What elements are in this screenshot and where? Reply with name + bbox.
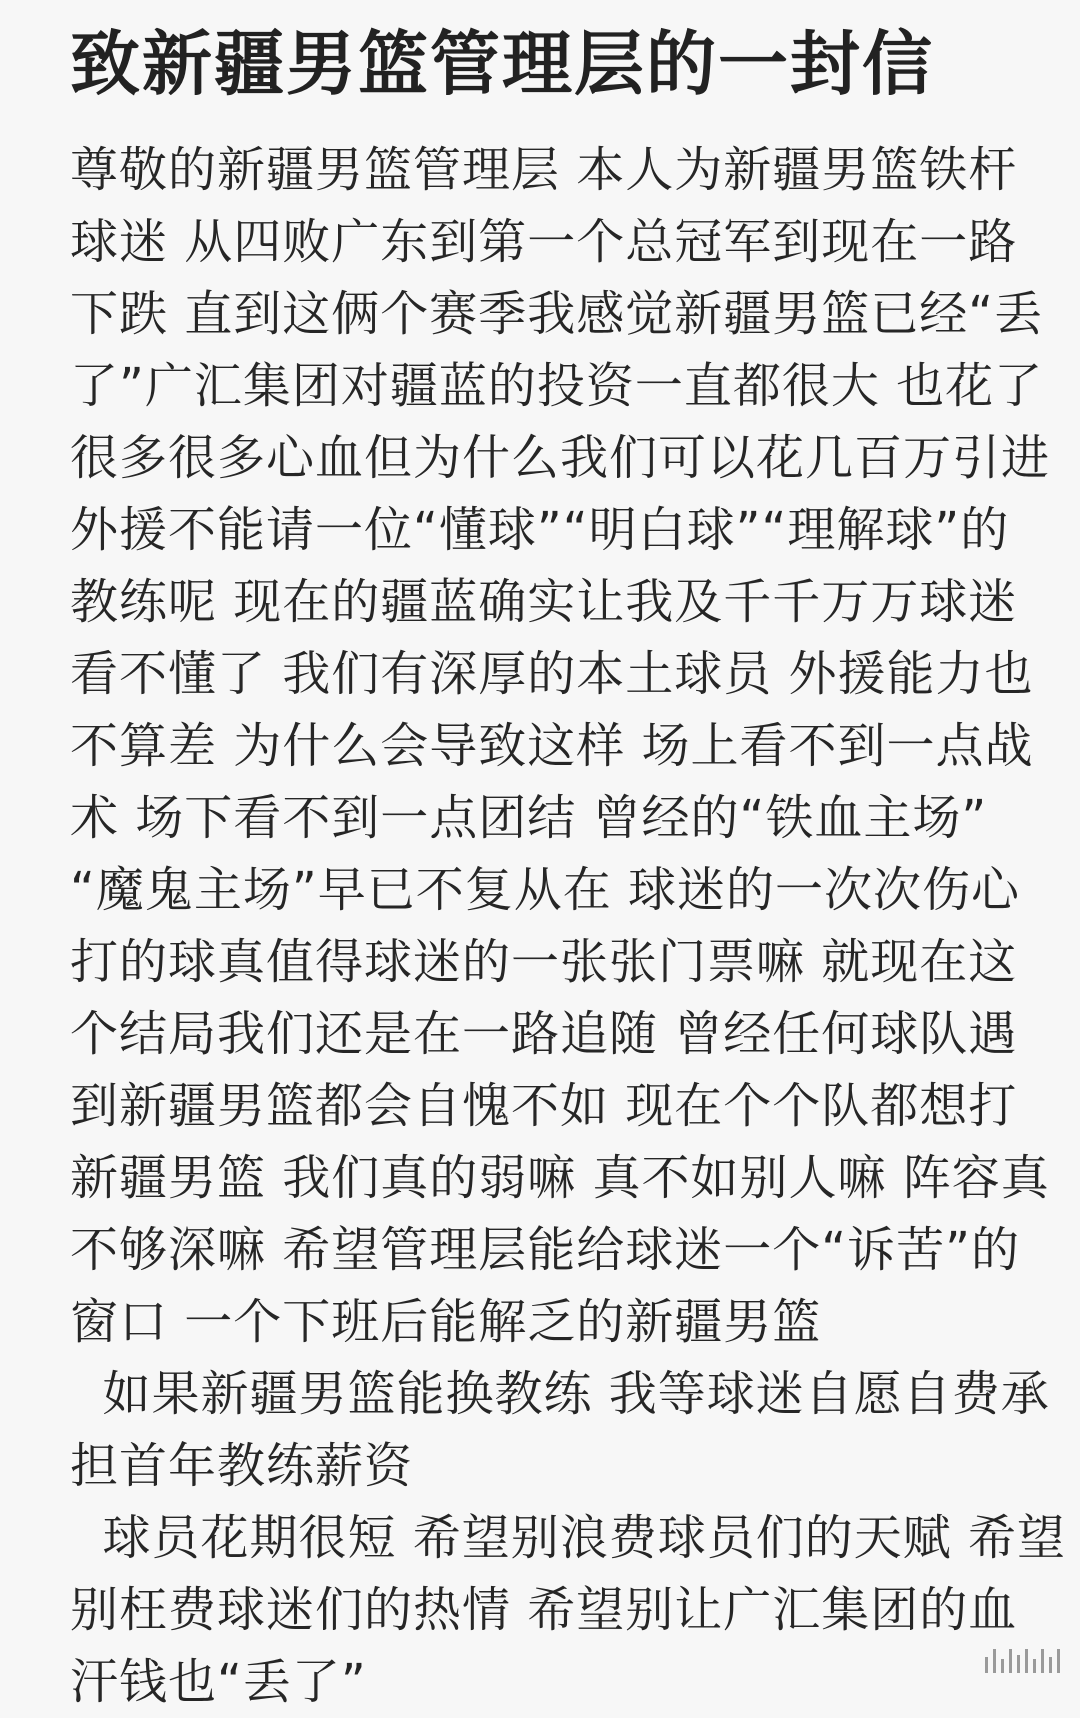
- letter-line: 不够深嘛 希望管理层能给球迷一个“诉苦”的: [70, 1222, 1020, 1278]
- letter-line: 很多很多心血但为什么我们可以花几百万引进: [70, 430, 1051, 486]
- letter-line: 尊敬的新疆男篮管理层 本人为新疆男篮铁杆: [70, 142, 1018, 198]
- letter-line: 别枉费球迷们的热情 希望别让广汇集团的血: [70, 1582, 1018, 1638]
- letter-line: 个结局我们还是在一路追随 曾经任何球队遇: [70, 1006, 1018, 1062]
- watermark-bar: [993, 1649, 996, 1673]
- letter-title: 致新疆男篮管理层的一封信: [70, 23, 934, 105]
- letter-line: 外援不能请一位“懂球”“明白球”“理解球”的: [70, 502, 1010, 558]
- barcode-watermark-icon: [985, 1649, 1060, 1673]
- watermark-bar: [1041, 1649, 1044, 1673]
- letter-line: 打的球真值得球迷的一张张门票嘛 就现在这: [70, 934, 1018, 990]
- letter-line: 教练呢 现在的疆蓝确实让我及千千万万球迷: [70, 574, 1018, 630]
- letter-line: 下跌 直到这俩个赛季我感觉新疆男篮已经“丢: [70, 286, 1044, 342]
- letter-line: 看不懂了 我们有深厚的本土球员 外援能力也: [70, 646, 1034, 702]
- letter-line: 新疆男篮 我们真的弱嘛 真不如别人嘛 阵容真: [70, 1150, 1050, 1206]
- letter-line: 术 场下看不到一点团结 曾经的“铁血主场”: [70, 790, 988, 846]
- watermark-bar: [1001, 1659, 1004, 1673]
- letter-line: 到新疆男篮都会自愧不如 现在个个队都想打: [70, 1078, 1018, 1134]
- watermark-bar: [1057, 1649, 1060, 1673]
- letter-line: 窗口 一个下班后能解乏的新疆男篮: [70, 1294, 822, 1350]
- letter-line: “魔鬼主场”早已不复从在 球迷的一次次伤心: [70, 862, 1020, 918]
- letter-line: 汗钱也“丢了”: [70, 1654, 367, 1710]
- letter-line: 担首年教练薪资: [70, 1438, 414, 1494]
- letter-line: 了”广汇集团对疆蓝的投资一直都很大 也花了: [70, 358, 1044, 414]
- watermark-bar: [1049, 1657, 1052, 1673]
- letter-page: [70, 18, 1067, 1718]
- watermark-bar: [1009, 1649, 1012, 1673]
- letter-body: [70, 134, 1067, 1718]
- watermark-bar: [985, 1657, 988, 1673]
- watermark-bar: [1017, 1655, 1020, 1673]
- letter-line: 球员花期很短 希望别浪费球员们的天赋 希望: [70, 1510, 1067, 1566]
- letter-line: 如果新疆男篮能换教练 我等球迷自愿自费承: [70, 1366, 1050, 1422]
- watermark-bar: [1025, 1649, 1028, 1673]
- watermark-bar: [1033, 1659, 1036, 1673]
- letter-line: 不算差 为什么会导致这样 场上看不到一点战: [70, 718, 1034, 774]
- letter-line: 球迷 从四败广东到第一个总冠军到现在一路: [70, 214, 1018, 270]
